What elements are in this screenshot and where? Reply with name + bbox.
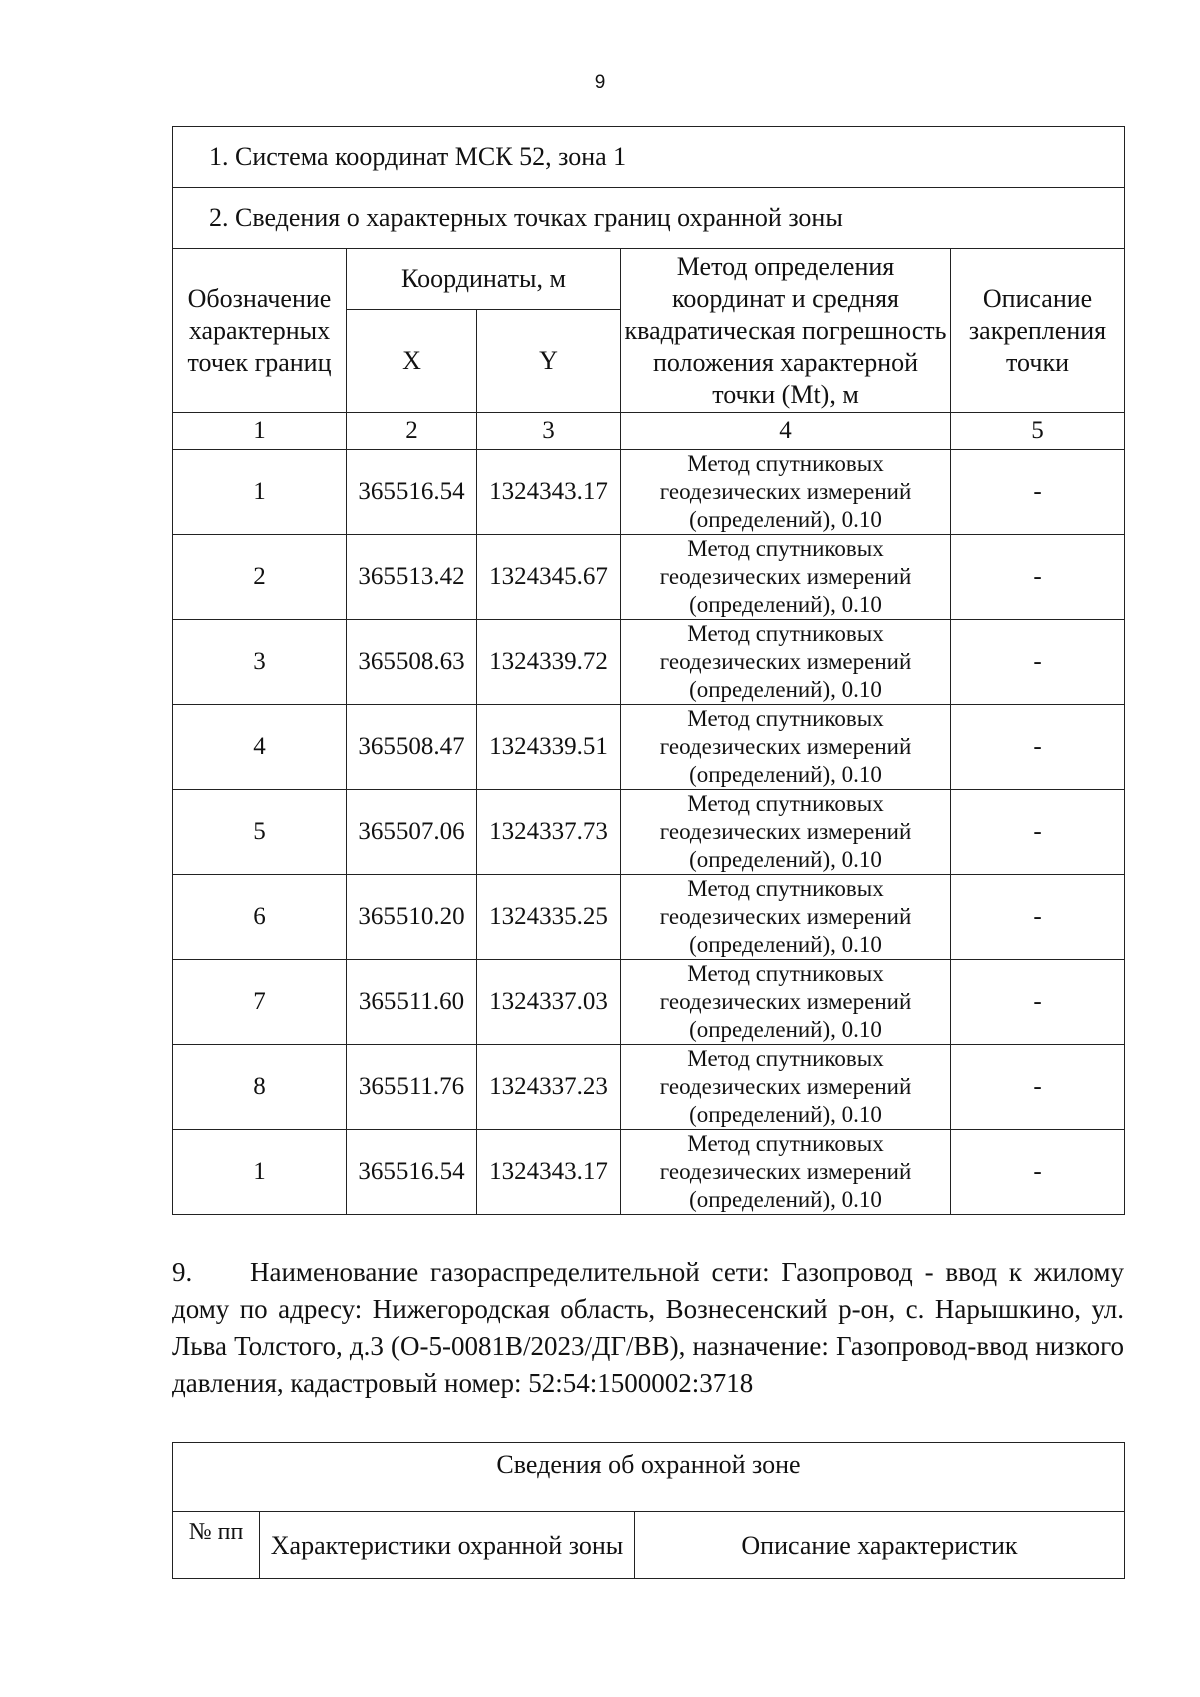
- method-text: Метод спутниковых геодезических измерений (определений), 0.10: [621, 1130, 951, 1215]
- header-num: № пп: [173, 1512, 260, 1579]
- network-name-paragraph: [172, 1254, 1124, 1402]
- column-number: 2: [347, 413, 477, 450]
- header-method: Метод определения координат и средняя квадратическая погрешность положения характерной точки (Mt), м: [621, 249, 951, 413]
- point-description: -: [951, 705, 1125, 790]
- method-text: Метод спутниковых геодезических измерений (определений), 0.10: [621, 535, 951, 620]
- point-description: -: [951, 1130, 1125, 1215]
- x-coordinate: 365511.76: [347, 1045, 477, 1130]
- table-row: [173, 535, 1125, 620]
- y-coordinate: 1324337.23: [477, 1045, 621, 1130]
- header-point-designation: Обозначение характерных точек границ: [173, 249, 347, 413]
- table-row: [173, 620, 1125, 705]
- point-number: 6: [173, 875, 347, 960]
- x-coordinate: 365516.54: [347, 450, 477, 535]
- point-description: -: [951, 1045, 1125, 1130]
- x-coordinate: 365507.06: [347, 790, 477, 875]
- header-x: X: [347, 310, 477, 413]
- point-number: 2: [173, 535, 347, 620]
- point-number: 7: [173, 960, 347, 1045]
- point-number: 8: [173, 1045, 347, 1130]
- y-coordinate: 1324345.67: [477, 535, 621, 620]
- y-coordinate: 1324339.72: [477, 620, 621, 705]
- point-description: -: [951, 450, 1125, 535]
- x-coordinate: 365508.47: [347, 705, 477, 790]
- paragraph-number: 9.: [172, 1257, 193, 1287]
- x-coordinate: 365516.54: [347, 1130, 477, 1215]
- y-coordinate: 1324343.17: [477, 1130, 621, 1215]
- coordinate-system-title: 1. Система координат МСК 52, зона 1: [173, 127, 1125, 188]
- paragraph-text: Наименование газораспределительной сети: Газопровод - ввод к жилому дому по адресу: Нижегородская область, Вознесенский р-он, с. Нарышкино, ул. Льва Толстого, д.3 (О-5-0081В/2023/ДГ/ВВ), назначение: Газопровод-ввод низкого давления, кадастровый номер: 52:54:1500002:3718: [172, 1257, 1124, 1398]
- page-number: 9: [594, 72, 606, 93]
- column-number: 3: [477, 413, 621, 450]
- point-number: 1: [173, 1130, 347, 1215]
- x-coordinate: 365508.63: [347, 620, 477, 705]
- boundary-points-title: 2. Сведения о характерных точках границ охранной зоны: [173, 188, 1125, 249]
- protection-zone-table: [172, 1442, 1125, 1579]
- table-row: [173, 1130, 1125, 1215]
- point-description: -: [951, 620, 1125, 705]
- y-coordinate: 1324335.25: [477, 875, 621, 960]
- method-text: Метод спутниковых геодезических измерений (определений), 0.10: [621, 705, 951, 790]
- point-description: -: [951, 875, 1125, 960]
- table-row: [173, 1045, 1125, 1130]
- point-description: -: [951, 535, 1125, 620]
- coordinates-table: [172, 126, 1125, 1215]
- table-row: [173, 450, 1125, 535]
- method-text: Метод спутниковых геодезических измерений (определений), 0.10: [621, 790, 951, 875]
- x-coordinate: 365513.42: [347, 535, 477, 620]
- y-coordinate: 1324337.03: [477, 960, 621, 1045]
- header-characteristics: Характеристики охранной зоны: [260, 1512, 635, 1579]
- zone-table-title: Сведения об охранной зоне: [173, 1443, 1125, 1512]
- point-number: 1: [173, 450, 347, 535]
- method-text: Метод спутниковых геодезических измерений (определений), 0.10: [621, 960, 951, 1045]
- point-description: -: [951, 790, 1125, 875]
- point-number: 4: [173, 705, 347, 790]
- y-coordinate: 1324343.17: [477, 450, 621, 535]
- header-y: Y: [477, 310, 621, 413]
- column-number: 4: [621, 413, 951, 450]
- header-characteristics-description: Описание характеристик: [635, 1512, 1125, 1579]
- x-coordinate: 365510.20: [347, 875, 477, 960]
- table-row: [173, 960, 1125, 1045]
- header-description: Описание закрепления точки: [951, 249, 1125, 413]
- header-coordinates: Координаты, м: [347, 249, 621, 310]
- y-coordinate: 1324339.51: [477, 705, 621, 790]
- table-row: [173, 790, 1125, 875]
- column-number: 1: [173, 413, 347, 450]
- method-text: Метод спутниковых геодезических измерений (определений), 0.10: [621, 450, 951, 535]
- method-text: Метод спутниковых геодезических измерений (определений), 0.10: [621, 620, 951, 705]
- point-number: 3: [173, 620, 347, 705]
- point-description: -: [951, 960, 1125, 1045]
- method-text: Метод спутниковых геодезических измерений (определений), 0.10: [621, 1045, 951, 1130]
- x-coordinate: 365511.60: [347, 960, 477, 1045]
- y-coordinate: 1324337.73: [477, 790, 621, 875]
- table-row: [173, 875, 1125, 960]
- point-number: 5: [173, 790, 347, 875]
- column-number: 5: [951, 413, 1125, 450]
- method-text: Метод спутниковых геодезических измерений (определений), 0.10: [621, 875, 951, 960]
- table-row: [173, 705, 1125, 790]
